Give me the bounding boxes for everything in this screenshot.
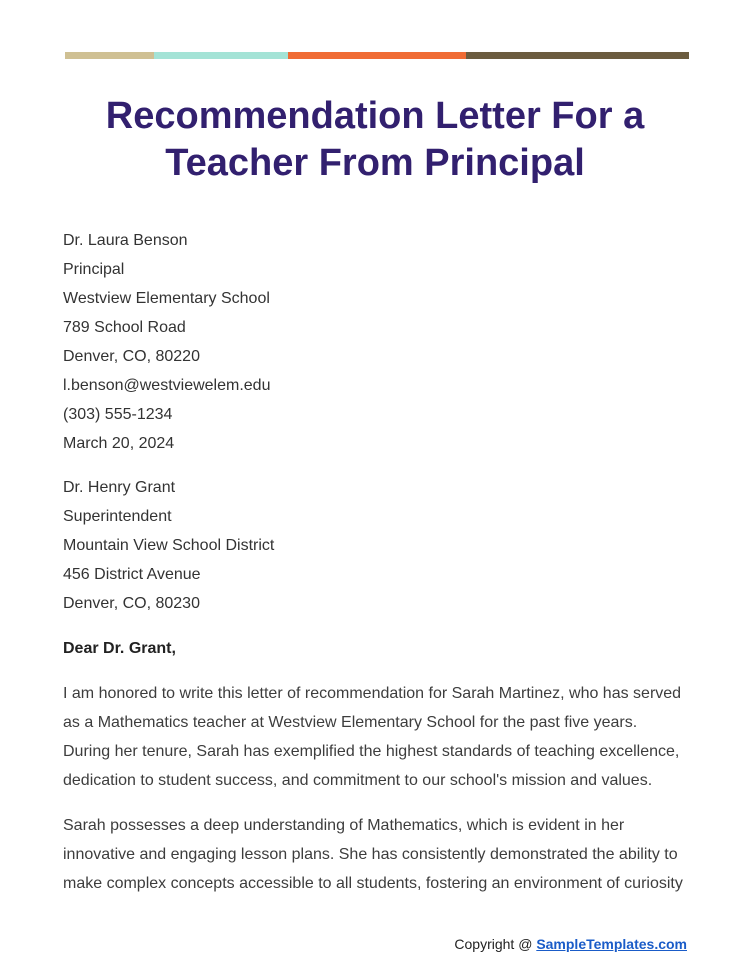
paragraph-line: as a Mathematics teacher at Westview Elementary School for the past five years. <box>63 714 638 731</box>
paragraph-line: During her tenure, Sarah has exemplified the highest standards of teaching excellence, <box>63 743 680 760</box>
paragraph-line: innovative and engaging lesson plans. She has consistently demonstrated the ability to <box>63 846 678 863</box>
sender-phone: (303) 555-1234 <box>63 406 173 423</box>
sender-name: Dr. Laura Benson <box>63 232 188 249</box>
salutation: Dear Dr. Grant, <box>63 640 176 657</box>
recipient-organization: Mountain View School District <box>63 537 275 554</box>
color-bar-segment-tan <box>65 52 154 59</box>
sender-school: Westview Elementary School <box>63 290 270 307</box>
sampletemplates-link[interactable]: SampleTemplates.com <box>536 936 687 952</box>
copyright-label: Copyright @ <box>454 936 533 952</box>
recipient-city: Denver, CO, 80230 <box>63 595 200 612</box>
sender-street: 789 School Road <box>63 319 186 336</box>
color-bar-segment-orange <box>288 52 466 59</box>
paragraph-line: dedication to student success, and commitment to our school's mission and values. <box>63 772 653 789</box>
letter-date: March 20, 2024 <box>63 435 175 452</box>
color-bar-segment-brown <box>466 52 689 59</box>
page-title-line: Teacher From Principal <box>165 142 585 184</box>
sender-title: Principal <box>63 261 125 278</box>
page-title <box>40 93 710 187</box>
paragraph-line: I am honored to write this letter of recommendation for Sarah Martinez, who has served <box>63 685 682 702</box>
paragraph-line: make complex concepts accessible to all students, fostering an environment of curiosity <box>63 875 683 892</box>
sender-city: Denver, CO, 80220 <box>63 348 200 365</box>
color-bar-segment-mint <box>154 52 288 59</box>
recipient-address-block <box>63 473 274 618</box>
page-title-line: Recommendation Letter For a <box>105 95 645 137</box>
sender-address-block <box>63 226 270 458</box>
recipient-name: Dr. Henry Grant <box>63 479 176 496</box>
decorative-color-bar <box>65 52 689 59</box>
body-paragraph <box>63 679 693 795</box>
copyright-footer <box>454 934 687 954</box>
sender-email: l.benson@westviewelem.edu <box>63 377 271 394</box>
body-paragraph <box>63 811 693 898</box>
recipient-street: 456 District Avenue <box>63 566 201 583</box>
recipient-title: Superintendent <box>63 508 172 525</box>
paragraph-line: Sarah possesses a deep understanding of Mathematics, which is evident in her <box>63 817 625 834</box>
